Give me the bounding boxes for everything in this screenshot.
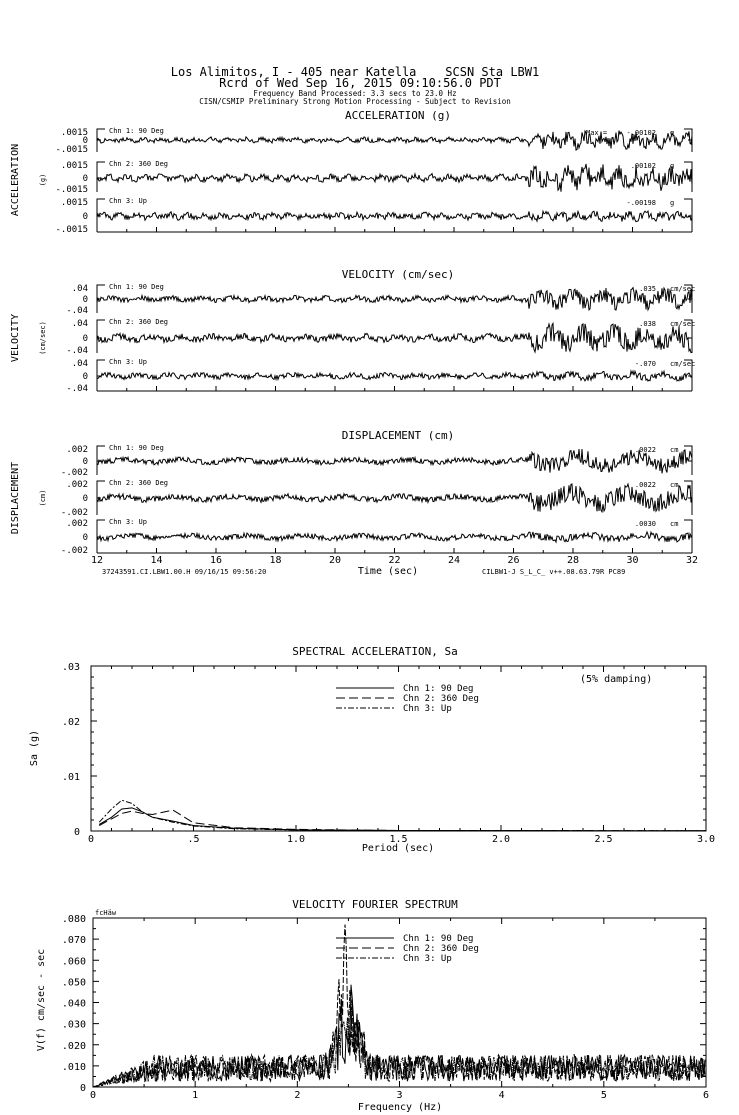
max-value: .038 — [639, 320, 656, 328]
x-tick-label: 3 — [396, 1090, 403, 1101]
damping-annotation: (5% damping) — [580, 674, 653, 685]
x-tick-label: 3.0 — [696, 834, 716, 845]
waveform-panel-displacement — [10, 429, 698, 577]
channel-label: Chn 1: 90 Deg — [109, 127, 164, 135]
y-tick-label: -.04 — [66, 306, 88, 316]
y-tick-label: 0 — [82, 533, 88, 543]
waveform-trace — [97, 484, 692, 512]
y-tick-label: 0 — [82, 457, 88, 467]
x-tick-label: 1 — [192, 1090, 199, 1101]
panel-title: ACCELERATION (g) — [345, 109, 451, 122]
channel-trace-1 — [55, 127, 692, 155]
corner-label: fcHäw — [95, 909, 117, 917]
x-tick-label: 1.5 — [389, 834, 408, 845]
x-tick-label: .5 — [187, 834, 200, 845]
channel-trace-3 — [61, 518, 692, 556]
x-tick-label: 2.5 — [594, 834, 613, 845]
plot-frame — [91, 666, 706, 831]
x-tick-label: 14 — [150, 555, 163, 566]
y-tick-label: -.002 — [60, 508, 88, 518]
y-tick-label: -.04 — [66, 384, 88, 394]
x-tick-label: 2 — [294, 1090, 301, 1101]
x-tick-label: 5 — [600, 1090, 607, 1101]
trace-frame — [97, 446, 692, 475]
y-tick-label: .0015 — [60, 128, 88, 138]
max-value: -.00198 — [626, 199, 656, 207]
y-tick-label: .060 — [61, 956, 86, 968]
y-tick-label: .01 — [61, 772, 80, 783]
channel-label: Chn 3: Up — [109, 518, 147, 526]
panel-title: DISPLACEMENT (cm) — [341, 429, 455, 442]
header-line2: Rcrd of Wed Sep 16, 2015 09:10:56.0 PDT — [219, 76, 501, 90]
x-tick-label: 24 — [447, 555, 461, 566]
axis-ticks — [91, 666, 706, 831]
y-tick-label: 0 — [73, 827, 80, 838]
x-axis-ticks — [97, 227, 692, 232]
legend-label: Chn 1: 90 Deg — [403, 684, 474, 694]
x-tick-label: 16 — [209, 555, 223, 566]
max-value: -.070 — [634, 360, 656, 368]
y-axis-title: V(f) cm/sec - sec — [36, 948, 47, 1052]
waveform-trace — [97, 288, 692, 311]
y-tick-label: 0 — [82, 136, 88, 146]
y-tick-label: .04 — [71, 319, 88, 329]
y-tick-label: 0 — [79, 1083, 86, 1094]
waveform-trace — [97, 449, 692, 473]
x-tick-label: 32 — [685, 555, 699, 566]
velocity-fourier-spectrum-chart — [36, 898, 709, 1113]
axis-ticks — [93, 918, 706, 1087]
x-tick-label: 0 — [87, 834, 95, 845]
waveform-trace — [97, 164, 692, 192]
series-line-3 — [93, 990, 705, 1087]
x-axis-title: Time (sec) — [357, 566, 419, 577]
channel-trace-1 — [61, 444, 692, 478]
waveform-trace — [97, 323, 692, 352]
max-unit: cm/sec — [670, 360, 696, 368]
y-tick-label: .050 — [61, 977, 86, 989]
y-axis-label: DISPLACEMENT — [10, 461, 21, 535]
max-unit: g — [670, 199, 675, 207]
y-tick-label: 0 — [82, 372, 88, 382]
y-axis-label: ACCELERATION — [10, 143, 21, 217]
y-tick-label: .040 — [61, 998, 86, 1010]
y-tick-label: .010 — [61, 1061, 86, 1073]
panel-title: VELOCITY (cm/sec) — [341, 268, 455, 281]
legend-label: Chn 1: 90 Deg — [403, 934, 474, 944]
y-tick-label: 0 — [82, 295, 88, 305]
channel-label: Chn 2: 360 Deg — [109, 160, 169, 168]
y-tick-label: -.002 — [60, 468, 88, 478]
x-tick-label: 0 — [89, 1090, 97, 1101]
series-line-1 — [99, 808, 706, 831]
y-tick-label: -.04 — [66, 346, 88, 356]
header-line3: Frequency Band Processed: 3.3 secs to 23.0 Hz — [253, 89, 457, 98]
y-tick-label: -.002 — [60, 546, 88, 556]
y-tick-label: .0015 — [60, 161, 88, 171]
channel-label: Chn 2: 360 Deg — [109, 318, 169, 326]
max-value: .0030 — [634, 520, 656, 528]
max-label: Max = — [586, 129, 608, 137]
channel-label: Chn 1: 90 Deg — [109, 444, 164, 452]
y-tick-label: .03 — [61, 662, 80, 673]
max-value: .00102 — [630, 162, 656, 170]
y-tick-label: .0015 — [60, 198, 88, 208]
x-tick-label: 4 — [498, 1090, 505, 1101]
spectral-acceleration-chart — [29, 645, 715, 854]
y-tick-label: -.0015 — [55, 225, 88, 235]
channel-label: Chn 2: 360 Deg — [109, 479, 169, 487]
plot-frame — [93, 918, 706, 1087]
max-unit: cm — [670, 481, 679, 489]
x-axis-title: Frequency (Hz) — [357, 1102, 443, 1113]
y-tick-label: 0 — [82, 212, 88, 222]
series-line-3 — [99, 800, 706, 831]
y-axis-unit: (cm) — [39, 489, 47, 507]
y-tick-label: -.0015 — [55, 185, 88, 195]
legend-label: Chn 2: 360 Deg — [403, 694, 479, 704]
channel-trace-2 — [55, 160, 692, 195]
x-tick-label: 1.0 — [286, 834, 306, 845]
max-unit: g — [670, 162, 675, 170]
y-tick-label: 0 — [82, 334, 88, 344]
x-tick-label: 30 — [626, 555, 639, 566]
x-axis-ticks — [97, 386, 692, 391]
waveform-panel-velocity — [10, 268, 695, 394]
channel-label: Chn 1: 90 Deg — [109, 283, 164, 291]
channel-label: Chn 3: Up — [109, 358, 147, 366]
x-tick-label: 22 — [388, 555, 401, 566]
channel-trace-1 — [66, 283, 695, 316]
max-unit: cm — [670, 446, 679, 454]
x-tick-label: 26 — [507, 555, 520, 566]
legend-label: Chn 3: Up — [403, 704, 452, 714]
y-tick-label: .030 — [61, 1019, 86, 1031]
y-tick-label: 0 — [82, 494, 88, 504]
y-axis-unit: (cm/sec) — [39, 321, 47, 355]
y-tick-label: .020 — [61, 1040, 86, 1052]
chart-title: SPECTRAL ACCELERATION, Sa — [292, 645, 458, 658]
channel-trace-2 — [66, 318, 695, 356]
x-tick-label: 28 — [566, 555, 580, 566]
y-axis-title: Sa (g) — [29, 729, 40, 767]
y-axis-label: VELOCITY — [10, 313, 21, 363]
y-tick-label: .080 — [61, 914, 86, 925]
channel-trace-2 — [61, 479, 692, 518]
waveform-trace — [97, 371, 692, 381]
y-tick-label: .002 — [66, 519, 88, 529]
series-line-2 — [99, 810, 706, 831]
y-tick-label: .04 — [71, 284, 88, 294]
channel-trace-3 — [55, 197, 692, 235]
chart-title: VELOCITY FOURIER SPECTRUM — [292, 898, 458, 911]
max-value: .0022 — [634, 481, 656, 489]
max-unit: cm/sec — [670, 285, 696, 293]
y-tick-label: .070 — [61, 935, 86, 947]
y-tick-label: 0 — [82, 174, 88, 184]
x-tick-label: 6 — [702, 1090, 710, 1101]
waveform-trace — [97, 211, 692, 222]
header-line4: CISN/CSMIP Preliminary Strong Motion Processing - Subject to Revision — [199, 97, 511, 106]
x-tick-label: 18 — [269, 555, 282, 566]
x-tick-label: 2.0 — [491, 834, 511, 845]
y-tick-label: .02 — [61, 717, 80, 728]
waveform-trace — [97, 532, 692, 542]
y-axis-unit: (g) — [39, 173, 47, 187]
x-axis-title: Period (sec) — [361, 843, 435, 854]
y-tick-label: .002 — [66, 480, 88, 490]
max-value: .035 — [639, 285, 656, 293]
legend-label: Chn 3: Up — [403, 954, 452, 964]
y-tick-label: .002 — [66, 445, 88, 455]
channel-trace-3 — [66, 358, 695, 394]
max-unit: g — [670, 129, 675, 137]
waveform-panel-acceleration — [10, 109, 692, 235]
max-value: .0022 — [634, 446, 656, 454]
y-tick-label: -.0015 — [55, 145, 88, 155]
max-unit: cm — [670, 520, 679, 528]
x-tick-label: 20 — [328, 555, 342, 566]
header-line1: Los Alimitos, I - 405 near Katella SCSN Sta LBW1 — [170, 65, 540, 79]
max-unit: cm/sec — [670, 320, 696, 328]
footer-right: CILBW1-J S_L_C_ v++.08.63.79R PC89 — [482, 568, 626, 576]
y-tick-label: .04 — [71, 359, 88, 369]
legend-label: Chn 2: 360 Deg — [403, 944, 479, 954]
report-header — [171, 65, 539, 106]
footer-left: 37243591.CI.LBW1.00.H 09/16/15 09:56:20 — [102, 568, 267, 576]
x-tick-label: 12 — [90, 555, 104, 566]
channel-label: Chn 3: Up — [109, 197, 147, 205]
max-value: -.00102 — [626, 129, 656, 137]
x-axis-ticks — [97, 548, 692, 553]
